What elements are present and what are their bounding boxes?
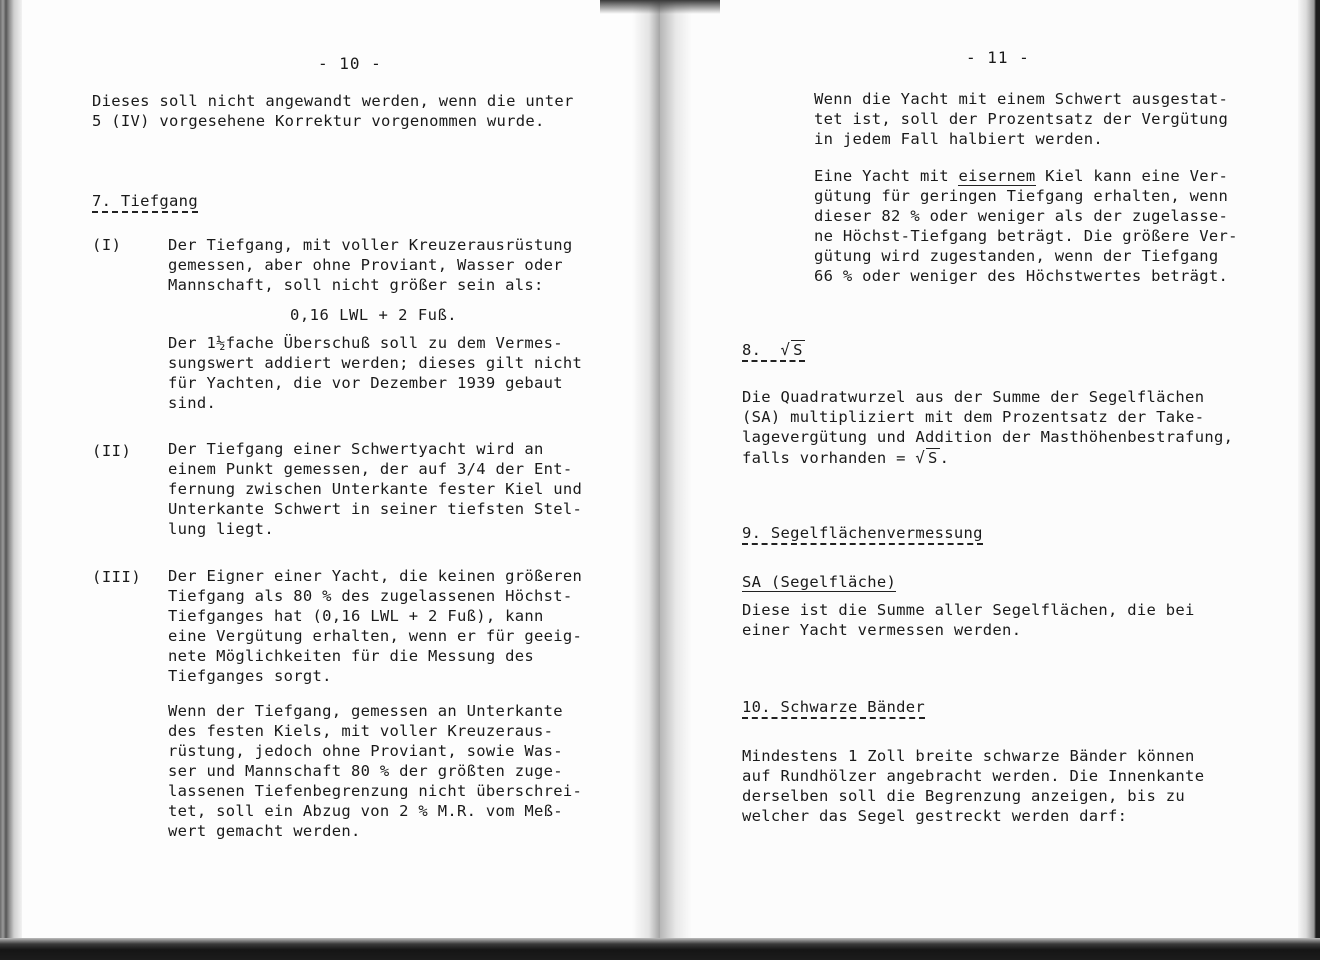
para-II-line-3: fernung zwischen Unterkante fester Kiel und — [168, 480, 583, 498]
book-edge-left — [0, 0, 22, 960]
sqrt-radical-sign-inline: √ — [915, 449, 926, 467]
intro-line-1: Dieses soll nicht angewandt werden, wenn die unter — [92, 92, 574, 110]
para-I-label: (I) — [92, 236, 122, 254]
intro-line-2: 5 (IV) vorgesehene Korrektur vorgenommen wurde. — [92, 112, 545, 130]
sa-heading-text: SA (Segelfläche) — [742, 573, 897, 591]
section-8-line-4 — [742, 448, 949, 469]
section-10-line-2: auf Rundhölzer angebracht werden. Die Innenkante — [742, 767, 1205, 785]
right-para-2-line-6: 66 % oder weniger des Höchstwertes beträgt. — [814, 267, 1229, 285]
para-I-line-3: Mannschaft, soll nicht größer sein als: — [168, 276, 544, 294]
section-7-heading — [92, 192, 198, 211]
underlined-word-eisernem: eisernem — [958, 167, 1036, 185]
section-8-inline-symbol: S — [928, 449, 938, 467]
para-I-note-line-4: sind. — [168, 394, 217, 412]
section-8-line-4-post: . — [939, 449, 950, 467]
section-8-line-2: (SA) multipliziert mit dem Prozentsatz der Take- — [742, 408, 1205, 426]
sa-heading — [742, 573, 896, 592]
para-II-line-1: Der Tiefgang einer Schwertyacht wird an — [168, 440, 544, 458]
para-II-label: (II) — [92, 442, 132, 460]
section-7-heading-text: 7. Tiefgang — [92, 192, 198, 213]
section-10-heading-text: 10. Schwarze Bänder — [742, 698, 925, 719]
para-III-second-line-5: lassenen Tiefenbegrenzung nicht überschrei- — [168, 782, 583, 800]
page-number-left: - 10 - — [318, 54, 382, 73]
section-10-line-3: derselben soll die Begrenzung anzeigen, bis zu — [742, 787, 1186, 805]
para-III-line-4: eine Vergütung erhalten, wenn er für geeig- — [168, 627, 583, 645]
right-para-2-line-2: gütung für geringen Tiefgang erhalten, wenn — [814, 187, 1229, 205]
para-III-line-6: Tiefganges sorgt. — [168, 667, 332, 685]
para-III-second-line-7: wert gemacht werden. — [168, 822, 361, 840]
para-I-note-line-1: Der 1½fache Überschuß soll zu dem Vermes- — [168, 334, 563, 352]
section-8-line-4-pre: falls vorhanden = — [742, 449, 916, 467]
right-para-2-line-1-pre: Eine Yacht mit — [814, 167, 959, 185]
top-binding-shadow — [600, 0, 720, 14]
right-para-2-line-4: ne Höchst-Tiefgang beträgt. Die größere Ver- — [814, 227, 1238, 245]
section-9-heading — [742, 524, 983, 543]
section-8-line-3: lagevergütung und Addition der Masthöhenbestrafung, — [742, 428, 1234, 446]
para-III-second-line-4: ser und Mannschaft 80 % der größten zuge- — [168, 762, 563, 780]
para-III-line-2: Tiefgang als 80 % des zugelassenen Höchst- — [168, 587, 573, 605]
section-8-line-1: Die Quadratwurzel aus der Summe der Segelflächen — [742, 388, 1205, 406]
page-number-right: - 11 - — [966, 48, 1030, 67]
sa-text-line-2: einer Yacht vermessen werden. — [742, 621, 1022, 639]
right-para-1-line-3: in jedem Fall halbiert werden. — [814, 130, 1103, 148]
para-II-line-4: Unterkante Schwert in seiner tiefsten Stel- — [168, 500, 583, 518]
para-III-second-line-6: tet, soll ein Abzug von 2 % M.R. vom Meß- — [168, 802, 563, 820]
right-para-1-line-2: tet ist, soll der Prozentsatz der Vergütung — [814, 110, 1229, 128]
section-8-heading — [742, 340, 805, 360]
section-10-heading — [742, 698, 925, 717]
para-I-line-1: Der Tiefgang, mit voller Kreuzerausrüstung — [168, 236, 573, 254]
right-para-2-line-3: dieser 82 % oder weniger als der zugelasse- — [814, 207, 1229, 225]
gutter-shadow-right — [660, 0, 692, 960]
para-II-line-2: einem Punkt gemessen, der auf 3/4 der Ent- — [168, 460, 573, 478]
para-III-line-5: nete Möglichkeiten für die Messung des — [168, 647, 535, 665]
section-10-line-1: Mindestens 1 Zoll breite schwarze Bänder können — [742, 747, 1195, 765]
sqrt-radical-sign: √ — [780, 341, 791, 359]
right-para-2-line-1-post: Kiel kann eine Ver- — [1035, 167, 1229, 185]
section-8-heading-text — [742, 341, 805, 362]
bottom-scan-edge — [0, 938, 1320, 960]
para-III-second-line-1: Wenn der Tiefgang, gemessen an Unterkante — [168, 702, 563, 720]
para-III-second-line-3: rüstung, jedoch ohne Proviant, sowie Was- — [168, 742, 563, 760]
sa-text-line-1: Diese ist die Summe aller Segelflächen, die bei — [742, 601, 1195, 619]
para-I-note-line-2: sungswert addiert werden; dieses gilt nicht — [168, 354, 583, 372]
para-III-label: (III) — [92, 568, 142, 586]
para-III-line-1: Der Eigner einer Yacht, die keinen größeren — [168, 567, 583, 585]
right-para-2-line-5: gütung wird zugestanden, wenn der Tiefgang — [814, 247, 1219, 265]
para-III-line-3: Tiefganges hat (0,16 LWL + 2 Fuß), kann — [168, 607, 544, 625]
para-II-line-5: lung liegt. — [168, 520, 274, 538]
right-para-2-line-1 — [814, 167, 1228, 187]
section-9-heading-text: 9. Segelflächenvermessung — [742, 524, 983, 545]
right-para-1-line-1: Wenn die Yacht mit einem Schwert ausgestat- — [814, 90, 1229, 108]
section-10-line-4: welcher das Segel gestreckt werden darf: — [742, 807, 1128, 825]
gutter-shadow-left — [632, 0, 660, 960]
right-page — [660, 0, 1320, 960]
para-I-note-line-3: für Yachten, die vor Dezember 1939 gebaut — [168, 374, 563, 392]
section-8-symbol: S — [793, 341, 803, 359]
para-I-formula: 0,16 LWL + 2 Fuß. — [290, 306, 458, 324]
para-III-second-line-2: des festen Kiels, mit voller Kreuzeraus- — [168, 722, 554, 740]
book-edge-right — [1298, 0, 1320, 960]
para-I-line-2: gemessen, aber ohne Proviant, Wasser oder — [168, 256, 563, 274]
section-8-number: 8. — [742, 341, 762, 359]
